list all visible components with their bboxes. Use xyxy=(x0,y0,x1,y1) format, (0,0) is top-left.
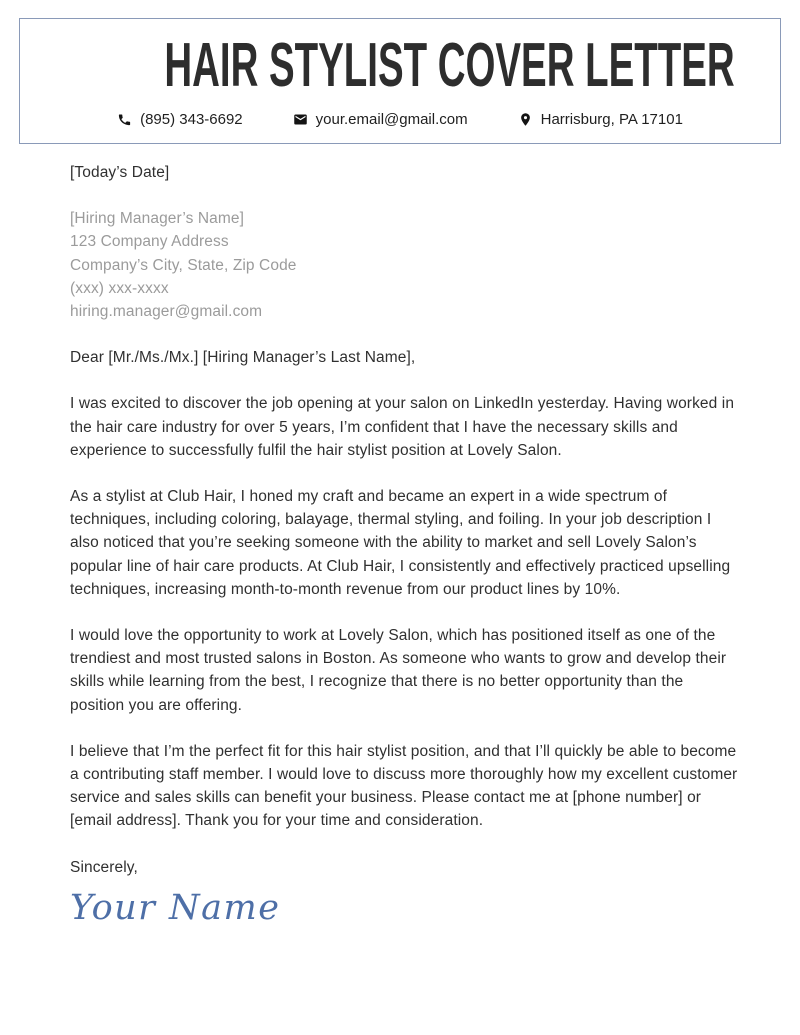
contact-location-text: Harrisburg, PA 17101 xyxy=(540,111,683,128)
letter-body xyxy=(70,161,738,928)
recipient-city-state-zip: Company’s City, State, Zip Code xyxy=(70,256,297,274)
mail-icon xyxy=(293,112,308,127)
contact-phone xyxy=(117,111,243,128)
letter-paragraph-3: I would love the opportunity to work at Lovely Salon, which has positioned itself as one of the trendiest and most trusted salons in Boston. As someone who wants to grow and develop their skills while learning from the best, I recognize that there is no better opportunity than the position you are offering. xyxy=(70,627,727,714)
recipient-address: 123 Company Address xyxy=(70,233,229,251)
page-title: HAIR STYLIST COVER LETTER xyxy=(164,31,735,100)
salutation: Dear [Mr./Ms./Mx.] [Hiring Manager’s Last Name], xyxy=(70,349,416,367)
contact-email-text: your.email@gmail.com xyxy=(315,111,468,128)
recipient-phone: (xxx) xxx-xxxx xyxy=(70,279,169,297)
letter-header xyxy=(19,18,781,144)
phone-icon xyxy=(117,112,132,127)
signature: Your Name xyxy=(70,887,281,928)
contact-location xyxy=(518,111,683,128)
letter-paragraph-4: I believe that I’m the perfect fit for this hair stylist position, and that I’ll quickly be able to become a contributing staff member. I would love to discuss more thoroughly how my excellent customer service and sales skills can benefit your business. Please contact me at [phone number] or [email address]. Thank you for your time and consideration. xyxy=(70,742,738,830)
contact-phone-text: (895) 343-6692 xyxy=(140,111,243,128)
recipient-block xyxy=(70,207,738,323)
letter-paragraph-1: I was excited to discover the job opening at your salon on LinkedIn yesterday. Having worked in the hair care industry for over 5 years, I’m confident that I have the necessary skills and experience to successfully fulfil the hair stylist position at Lovely Salon. xyxy=(70,395,735,459)
contact-row xyxy=(20,111,780,128)
letter-paragraph-2: As a stylist at Club Hair, I honed my craft and became an expert in a wide spectrum of techniques, including coloring, balayage, thermal styling, and foiling. In your job description I also noticed that you’re seeking someone with the ability to market and sell Lovely Salon’s popular line of hair care products. At Club Hair, I consistently and effectively practiced upselling techniques, increasing month-to-month revenue from our product lines by 10%. xyxy=(70,488,731,598)
recipient-name: [Hiring Manager’s Name] xyxy=(70,210,245,228)
contact-email xyxy=(293,111,468,128)
recipient-email: hiring.manager@gmail.com xyxy=(70,303,263,321)
location-pin-icon xyxy=(518,112,533,127)
closing: Sincerely, xyxy=(70,858,138,876)
letter-date: [Today’s Date] xyxy=(70,164,170,181)
